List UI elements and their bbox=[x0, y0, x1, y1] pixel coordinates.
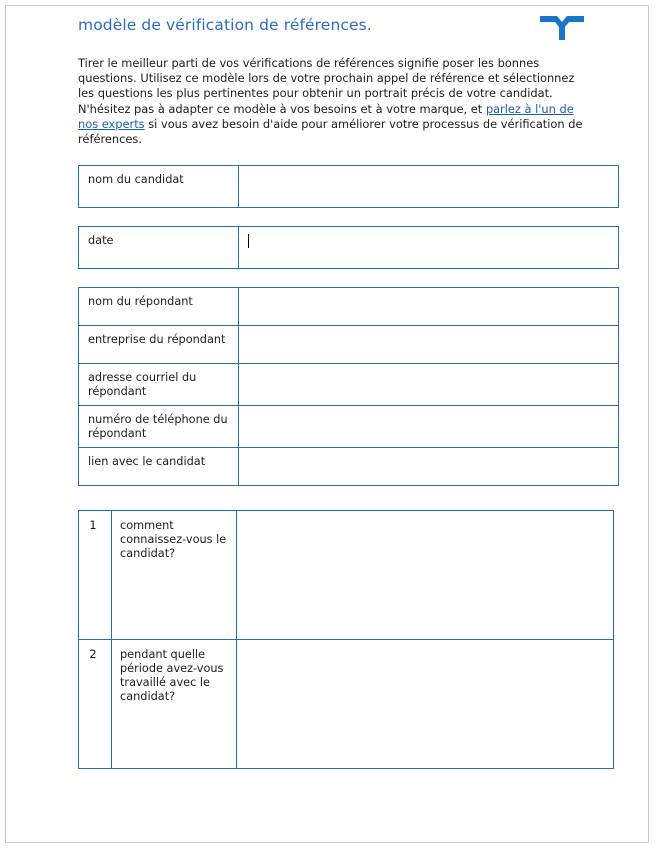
date-label: date bbox=[79, 227, 239, 269]
table-row bbox=[79, 166, 619, 208]
document-header bbox=[78, 6, 586, 48]
respondent-email-label: adresse courriel du répondant bbox=[79, 364, 239, 406]
table-row bbox=[79, 511, 614, 640]
text-caret-icon bbox=[248, 234, 249, 248]
candidate-name-label: nom du candidat bbox=[79, 166, 239, 208]
table-row bbox=[79, 288, 619, 326]
candidate-name-table bbox=[78, 165, 619, 208]
question-number: 1 bbox=[79, 511, 112, 640]
respondent-relationship-input[interactable] bbox=[239, 448, 619, 486]
table-row bbox=[79, 448, 619, 486]
table-row bbox=[79, 364, 619, 406]
question-number: 2 bbox=[79, 640, 112, 769]
respondent-phone-label: numéro de téléphone du répondant bbox=[79, 406, 239, 448]
respondent-company-label: entreprise du répondant bbox=[79, 326, 239, 364]
respondent-email-input[interactable] bbox=[239, 364, 619, 406]
questions-table bbox=[78, 510, 614, 769]
candidate-name-input[interactable] bbox=[239, 166, 619, 208]
respondent-relationship-label: lien avec le candidat bbox=[79, 448, 239, 486]
table-row bbox=[79, 326, 619, 364]
table-row bbox=[79, 406, 619, 448]
experts-link[interactable]: parlez à l'un de nos experts bbox=[78, 101, 574, 131]
question-text: comment connaissez-vous le candidat? bbox=[112, 511, 237, 640]
question-answer-input[interactable] bbox=[237, 640, 614, 769]
table-row bbox=[79, 227, 619, 269]
question-answer-input[interactable] bbox=[237, 511, 614, 640]
date-input[interactable] bbox=[239, 227, 619, 269]
respondent-company-input[interactable] bbox=[239, 326, 619, 364]
respondent-details-table bbox=[78, 287, 619, 486]
intro-text-before-link: Tirer le meilleur parti de vos vérifications de références signifie poser les bonnes questions. Utilisez ce modèle lors de votre prochain appel de référence et sélectionnez les questions les plus pertinentes pour obtenir un portrait précis de votre candidat. N'hésitez pas à adapter ce modèle à vos besoins et à votre marque, et bbox=[78, 56, 575, 116]
question-text: pendant quelle période avez-vous travaillé avec le candidat? bbox=[112, 640, 237, 769]
respondent-name-label: nom du répondant bbox=[79, 288, 239, 326]
document-page bbox=[5, 5, 649, 843]
date-table bbox=[78, 226, 619, 269]
table-row bbox=[79, 640, 614, 769]
page-content bbox=[78, 6, 586, 769]
respondent-name-input[interactable] bbox=[239, 288, 619, 326]
intro-text-after-link: si vous avez besoin d'aide pour améliorer votre processus de vérification de références. bbox=[78, 116, 583, 147]
respondent-phone-input[interactable] bbox=[239, 406, 619, 448]
randstad-logo-icon bbox=[540, 16, 584, 40]
intro-paragraph bbox=[78, 56, 586, 147]
page-title: modèle de vérification de références. bbox=[78, 16, 372, 34]
